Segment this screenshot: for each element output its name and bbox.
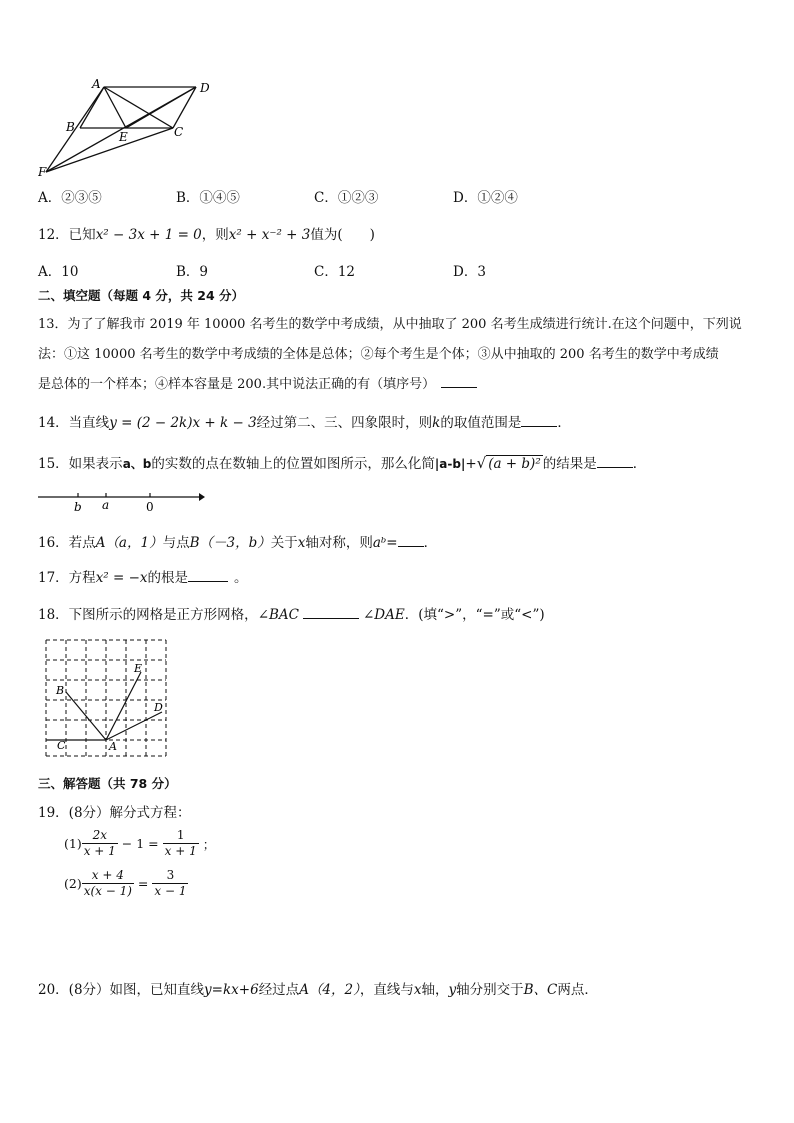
question-19-part-1: (1) $\frac{2x}{x + 1}$ − 1 = $\frac{1}{x + 1}$ ； (64, 828, 216, 858)
section-fill-in-title: 二、填空题（每题 4 分，共 24 分） (38, 288, 245, 303)
answer-blank[interactable] (521, 426, 557, 427)
number-line-figure (36, 488, 206, 514)
q12-option-a: A．10 (38, 264, 79, 280)
section-answer-title: 三、解答题（共 78 分） (38, 776, 177, 791)
question-15: 15．如果表示a、b的实数的点在数轴上的位置如图所示，那么化简|a-b|+√ (a + b)² 的结果是 ． (38, 454, 647, 472)
question-19-title: 19．(8分）解分式方程： (38, 805, 191, 821)
answer-blank[interactable] (303, 618, 359, 619)
grid-label-E: E (134, 662, 143, 675)
label-C: C (174, 125, 184, 139)
label-B: B (66, 120, 75, 134)
grid-label-C: C (57, 739, 66, 752)
question-13-line-2: 法：①这 10000 名考生的数学中考成绩的全体是总体；②每个考生是个体；③从中抽取的 200 名考生的数学中考成绩 (38, 347, 719, 362)
axis-label-b: b (74, 500, 82, 514)
q11-option-d: D．①②④ (453, 190, 518, 206)
label-A: A (92, 77, 101, 91)
axis-label-0: 0 (146, 500, 154, 514)
answer-blank[interactable] (188, 581, 228, 582)
question-14: 14．当直线y = (2 − 2k)x + k − 3经过第二、三、四象限时，则k的取值范围是 ． (38, 415, 571, 431)
label-D: D (200, 81, 210, 95)
axis-label-a: a (102, 498, 110, 512)
q12-option-c: C．12 (314, 264, 356, 280)
question-17: 17．方程x² = −x的根是 。 (38, 570, 248, 586)
answer-blank[interactable] (441, 387, 477, 388)
grid-label-B: B (56, 684, 65, 697)
question-16: 16．若点A（a，1）与点B（－3，b）关于x轴对称，则aᵇ= ． (38, 535, 438, 551)
q12-option-d: D．3 (453, 264, 486, 280)
answer-blank[interactable] (597, 467, 633, 468)
question-19-part-2: (2) $\frac{x + 4}{x(x - 1)}$ = $\frac{3}{x - 1}$ (64, 868, 187, 898)
question-20: 20．(8分）如图，已知直线y=kx+6经过点A（4，2），直线与x轴，y轴分别交于B、C两点． (38, 982, 598, 998)
parallelogram-figure (38, 76, 218, 181)
question-13-line-1: 13．为了了解我市 2019 年 10000 名考生的数学中考成绩，从中抽取了 200 名考生成绩进行统计.在这个问题中，下列说 (38, 317, 742, 332)
q11-option-a: A．②③⑤ (38, 190, 102, 206)
square-grid-figure (42, 636, 172, 758)
answer-blank[interactable] (398, 546, 424, 547)
grid-label-D: D (154, 701, 163, 714)
label-F: F (38, 165, 47, 179)
label-E: E (119, 130, 128, 144)
question-18: 18．下图所示的网格是正方形网格，∠BAC ∠DAE．(填“>”，“=”或“<”) (38, 607, 545, 623)
grid-label-A: A (109, 740, 117, 753)
q12-option-b: B．9 (176, 264, 209, 280)
q11-option-b: B．①④⑤ (176, 190, 240, 206)
q11-option-c: C．①②③ (314, 190, 379, 206)
question-13-line-3: 是总体的一个样本；④样本容量是 200.其中说法正确的有（填序号） (38, 373, 477, 392)
question-12: 12．已知x² − 3x + 1 = 0，则x² + x⁻² + 3值为( ) (38, 227, 375, 243)
